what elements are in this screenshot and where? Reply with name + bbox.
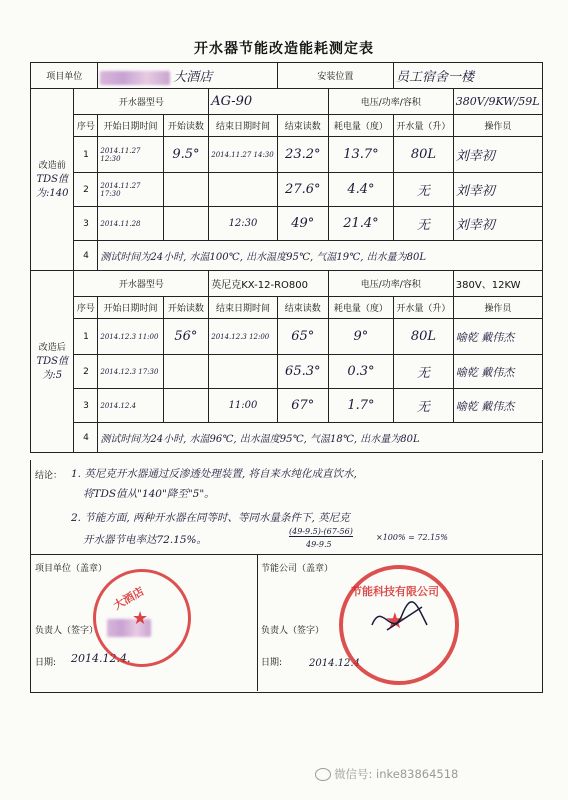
row-water: 无 [394, 207, 454, 241]
table-row [31, 207, 543, 241]
conclusion-line-1: 1. 英尼克开水器通过反渗透处理装置, 将自来水纯化成直饮水, [71, 468, 357, 480]
form-title: 开水器节能改造能耗测定表 [194, 41, 374, 57]
project-seal-text: 大酒店 [111, 584, 147, 613]
conclusion-block [30, 460, 543, 555]
conclusion-line-2: 将TDS值从"140"降至"5"。 [83, 488, 215, 500]
row-kwh: 21.4° [328, 207, 393, 241]
table-row [31, 423, 543, 453]
wechat-icon [315, 768, 331, 781]
row-end-read: 27.6° [277, 173, 328, 207]
row-end-read: 67° [277, 389, 328, 423]
header-end-time: 结束日期时间 [209, 297, 278, 319]
header-start-time: 开始日期时间 [98, 297, 163, 319]
row-no: 1 [74, 319, 98, 355]
header-end-read: 结束读数 [277, 115, 328, 137]
row-kwh: 0.3° [328, 355, 393, 389]
row-no: 3 [74, 207, 98, 241]
header-no: 序号 [74, 115, 98, 137]
table-row [31, 355, 543, 389]
row-kwh: 9° [328, 319, 393, 355]
measurement-table [30, 62, 543, 453]
row-end-read: 65° [277, 319, 328, 355]
row-operator: 刘幸初 [453, 173, 542, 207]
row-water: 80L [394, 137, 454, 173]
row-operator: 喻乾 戴伟杰 [453, 355, 542, 389]
after-test-note: 测试时间为24小时, 水温96℃, 出水温度95℃, 气温18℃, 出水量为80L [98, 423, 543, 453]
watermark-text: 微信号: inke83864518 [334, 767, 459, 781]
row-water: 无 [394, 173, 454, 207]
after-power-label: 电压/功率/容积 [328, 271, 453, 297]
saving-company-label: 节能公司（盖章） [261, 564, 334, 574]
row-start-read: 56° [163, 319, 209, 355]
table-row [31, 173, 543, 207]
redacted-name [100, 71, 170, 85]
after-power-value: 380V、12KW [453, 271, 542, 297]
after-group-label: 改造后 [38, 342, 66, 353]
wechat-watermark [315, 766, 458, 782]
star-icon: ★ [385, 609, 405, 634]
table-row [31, 389, 543, 423]
row-start-read [163, 173, 209, 207]
conclusion-line-3: 2. 节能方面, 两种开水器在同等时、等同水量条件下, 英尼克 [71, 512, 350, 524]
formula-result: ×100% = 72.15% [376, 533, 448, 542]
project-signature-column [31, 555, 258, 691]
row-start-time: 2014.12.4 [98, 389, 163, 423]
before-group-cell [31, 89, 74, 271]
row-end-time [209, 355, 278, 389]
before-power-label: 电压/功率/容积 [328, 89, 453, 115]
row-start-time: 2014.11.28 [98, 207, 163, 241]
date-value-left: 2014.12.4. [71, 652, 131, 665]
before-test-note: 测试时间为24小时, 水温100℃, 出水温度95℃, 气温19℃, 出水量为80L [98, 241, 543, 271]
project-unit-value: 大酒店 [173, 69, 213, 85]
row-start-read [163, 389, 209, 423]
row-water: 80L [394, 319, 454, 355]
header-start-time: 开始日期时间 [98, 115, 163, 137]
header-start-read: 开始读数 [163, 297, 209, 319]
row-kwh: 1.7° [328, 389, 393, 423]
after-tds-note-2: 为:5 [42, 369, 63, 381]
row-start-read [163, 207, 209, 241]
row-operator: 喻乾 戴伟杰 [453, 389, 542, 423]
after-model-label: 开水器型号 [74, 271, 209, 297]
date-label-left: 日期: [35, 658, 57, 668]
conclusion-label: 结论： [35, 471, 63, 481]
row-start-time: 2014.12.3 11:00 [98, 319, 163, 355]
row-water: 无 [394, 389, 454, 423]
row-no: 4 [74, 423, 98, 453]
row-no: 2 [74, 355, 98, 389]
row-no: 1 [74, 137, 98, 173]
header-kwh: 耗电量（度） [328, 297, 393, 319]
row-kwh: 13.7° [328, 137, 393, 173]
project-unit-label: 项目单位 [31, 63, 98, 89]
table-row [31, 319, 543, 355]
row-end-time: 11:00 [209, 389, 278, 423]
row-kwh: 4.4° [328, 173, 393, 207]
row-end-time: 2014.11.27 14:30 [209, 137, 278, 173]
header-end-time: 结束日期时间 [209, 115, 278, 137]
responsible-label-left: 负责人（签字） [35, 626, 99, 636]
header-no: 序号 [74, 297, 98, 319]
date-value-right: 2014.12.4 [309, 658, 360, 669]
before-tds-note-1: TDS值 [36, 173, 68, 185]
header-kwh: 耗电量（度） [328, 115, 393, 137]
row-start-read [163, 355, 209, 389]
handwritten-signature [367, 595, 437, 645]
row-operator: 喻乾 戴伟杰 [453, 319, 542, 355]
header-start-read: 开始读数 [163, 115, 209, 137]
before-tds-note-2: 为:140 [36, 187, 69, 199]
before-power-value: 380V/9KW/59L [453, 89, 542, 115]
formula-denominator: 49-9.5 [306, 540, 332, 549]
responsible-label-right: 负责人（签字） [261, 626, 325, 636]
project-seal-stamp [93, 569, 191, 667]
header-end-read: 结束读数 [277, 297, 328, 319]
date-label-right: 日期: [261, 658, 283, 668]
row-end-time: 2014.12.3 12:00 [209, 319, 278, 355]
table-row [31, 137, 543, 173]
install-location-value: 员工宿舍一楼 [394, 63, 543, 89]
star-icon: ★ [132, 608, 149, 629]
formula-numerator: (49-9.5)-(67-56) [289, 527, 353, 536]
before-model-label: 开水器型号 [74, 89, 209, 115]
row-water: 无 [394, 355, 454, 389]
row-no: 3 [74, 389, 98, 423]
after-model-value: 英尼克KX-12-RO800 [209, 271, 329, 297]
header-operator: 操作员 [453, 115, 542, 137]
row-operator: 刘幸初 [453, 207, 542, 241]
before-group-label: 改造前 [38, 160, 66, 171]
project-seal-label: 项目单位（盖章） [35, 564, 108, 574]
header-operator: 操作员 [453, 297, 542, 319]
company-seal-text: 节能科技有限公司 [351, 585, 439, 598]
row-no: 4 [74, 241, 98, 271]
row-end-time [209, 173, 278, 207]
row-start-time: 2014.12.3 17:30 [98, 355, 163, 389]
row-end-read: 49° [277, 207, 328, 241]
row-start-time: 2014.11.27 17:30 [98, 173, 163, 207]
row-start-read: 9.5° [163, 137, 209, 173]
signature-block [30, 555, 543, 693]
after-group-cell [31, 271, 74, 453]
before-model-value: AG-90 [209, 89, 329, 115]
row-end-read: 65.3° [277, 355, 328, 389]
after-tds-note-1: TDS值 [36, 355, 68, 367]
project-unit-value-cell [98, 63, 277, 89]
conclusion-line-4: 开水器节电率达72.15%。 [83, 534, 208, 546]
table-row [31, 241, 543, 271]
row-start-time: 2014.11.27 12:30 [98, 137, 163, 173]
row-operator: 刘幸初 [453, 137, 542, 173]
header-water: 开水量（升） [394, 297, 454, 319]
header-water: 开水量（升） [394, 115, 454, 137]
row-no: 2 [74, 173, 98, 207]
row-end-read: 23.2° [277, 137, 328, 173]
company-signature-column [257, 555, 542, 691]
install-location-label: 安装位置 [277, 63, 393, 89]
row-end-time: 12:30 [209, 207, 278, 241]
